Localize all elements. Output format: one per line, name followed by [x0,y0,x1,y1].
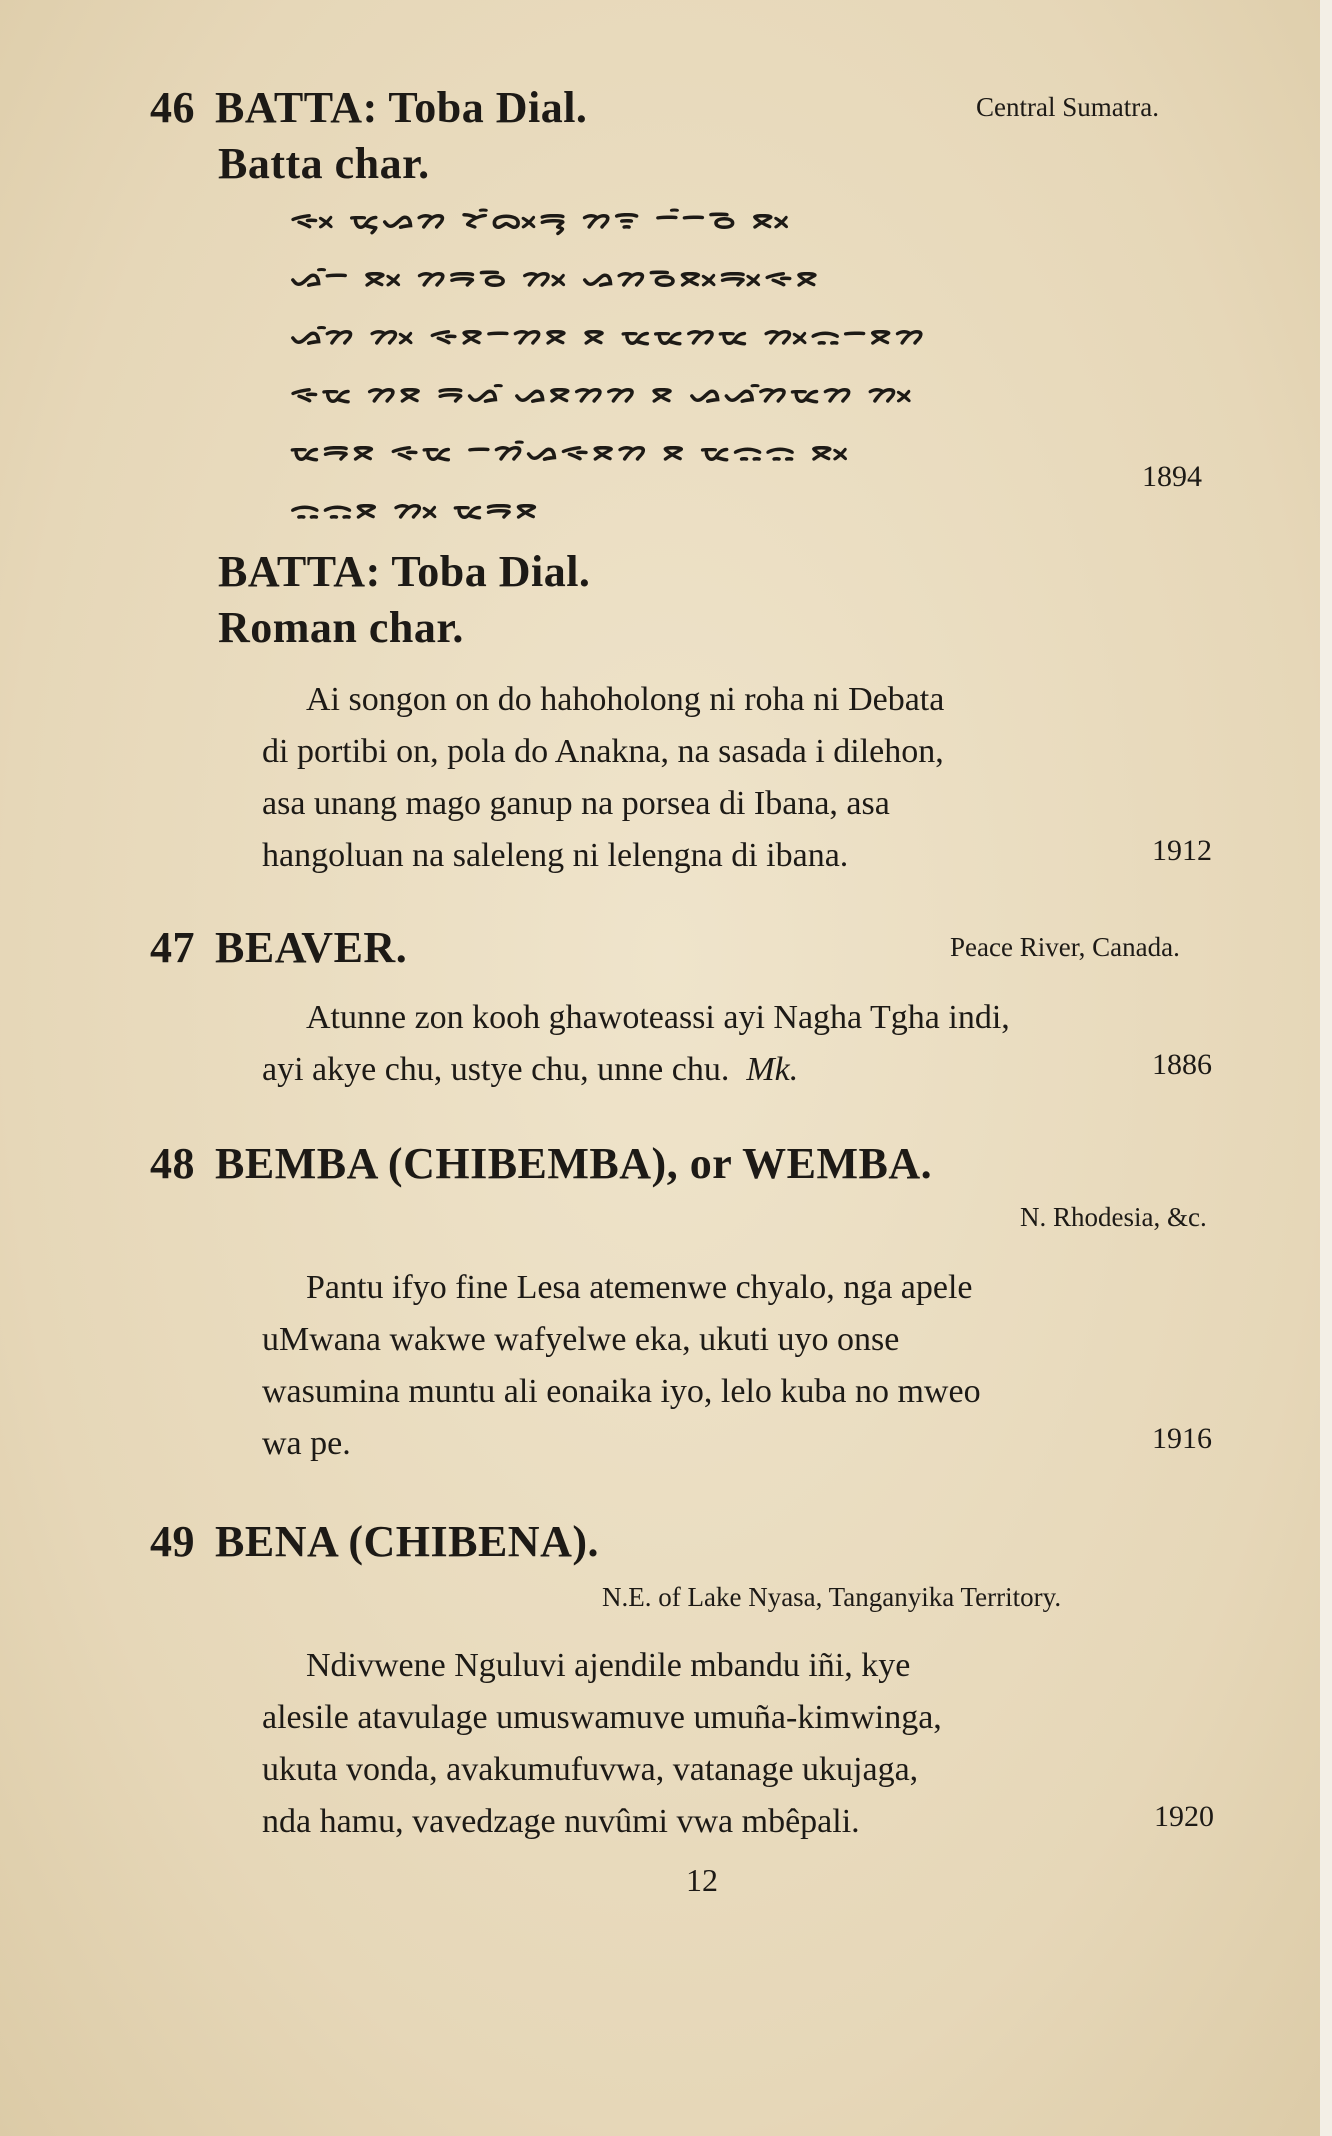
entry-47-location: Peace River, Canada. [950,932,1180,962]
entry-number: 46 [150,83,195,132]
text-line-content: ayi akye chu, ustye chu, unne chu. [262,1051,730,1088]
entry-46-location: Central Sumatra. [976,92,1159,122]
text-line: wa pe. [262,1425,351,1462]
reference-abbreviation: Mk. [746,1051,799,1088]
entry-number: 47 [150,923,195,972]
entry-number: 49 [150,1517,195,1566]
entry-49-year: 1920 [1154,1800,1214,1833]
entry-47-text [262,992,1238,1096]
text-line: hangoluan na saleleng ni lelengna di ibana. [262,837,849,874]
text-line: uMwana wakwe wafyelwe eka, ukuti uyo onse [262,1321,900,1358]
entry-48-location: N. Rhodesia, &c. [1020,1202,1207,1232]
text-line: Atunne zon kooh ghawoteassi ayi Nagha Tgha indi, [306,999,1010,1036]
text-line: di portibi on, pola do Anakna, na sasada i dilehon, [262,733,944,770]
text-line: wasumina muntu ali eonaika iyo, lelo kuba no mweo [262,1373,981,1410]
entry-46b-subheading: Roman char. [218,603,464,652]
script-line: ᯃᯃᯖ ᯂᯬ ᯔᯒᯖ [290,492,541,525]
entry-49-text [262,1640,1238,1848]
entry-48-heading [150,1138,932,1189]
entry-48-year: 1916 [1152,1422,1212,1455]
entry-46b-year: 1912 [1152,834,1212,867]
entry-49-location: N.E. of Lake Nyasa, Tanganyika Territory. [602,1582,1062,1612]
language-name: BATTA: Toba Dial. [215,83,588,132]
entry-47-heading [150,922,407,973]
entry-46b-heading: BATTA: Toba Dial. [218,547,591,596]
script-line: ᯀᯰᯇ ᯖᯬ ᯂᯒᯉ ᯂᯬ ᯀᯂᯉᯖᯬᯒᯬᯐᯖ [290,260,822,293]
entry-46b-text [262,674,1238,882]
entry-48-text [262,1262,1238,1470]
language-name: BEAVER. [215,923,408,972]
batta-script-text [290,190,1220,538]
text-line: ukuta vonda, avakumufuvwa, vatanage ukujaga, [262,1751,919,1788]
script-line: ᯀᯰᯂ ᯂᯬ ᯐᯖᯇᯂᯖ ᯖ ᯔᯔᯂᯔ ᯂᯬᯃᯇᯖᯂ [290,318,927,351]
text-line: Pantu ifyo fine Lesa atemenwe chyalo, nga apele [306,1269,973,1306]
text-line: Ai songon on do hahoholong ni roha ni Debata [306,681,945,718]
page-edge [1320,0,1332,2136]
language-name: BENA (CHIBENA). [215,1517,599,1566]
page-number: 12 [686,1862,718,1898]
entry-46-subheading: Batta char. [218,139,430,188]
language-name: BEMBA (CHIBEMBA), or WEMBA. [215,1139,933,1188]
entry-49-heading [150,1516,599,1567]
text-line: nda hamu, vavedzage nuvûmi vwa mbêpali. [262,1803,860,1840]
text-line [262,1044,1238,1096]
text-line: alesile atavulage umuswamuve umuña-kimwinga, [262,1699,942,1736]
entry-46-year: 1894 [1142,460,1202,493]
script-line: ᯐᯔ ᯂᯖ ᯒᯀᯰ ᯀᯖᯂᯂ ᯖ ᯀᯀᯰᯂᯔᯂ ᯂᯬ [290,376,915,409]
entry-46-heading [150,82,587,133]
script-line: ᯔᯒᯖ ᯐᯔ ᯇᯂᯰᯀᯐᯖᯂ ᯖ ᯔᯃᯃ ᯖᯬ [290,434,851,467]
script-line: ᯐᯬ ᯔᯮᯀᯂ ᯘᯰᯅᯬᯒᯮ ᯂᯤ ᯇᯰᯇᯉ ᯖᯬ [290,202,792,235]
text-line: asa unang mago ganup na porsea di Ibana, asa [262,785,890,822]
entry-number: 48 [150,1139,195,1188]
entry-47-year: 1886 [1152,1048,1212,1081]
text-line: Ndivwene Nguluvi ajendile mbandu iñi, kye [306,1647,911,1684]
